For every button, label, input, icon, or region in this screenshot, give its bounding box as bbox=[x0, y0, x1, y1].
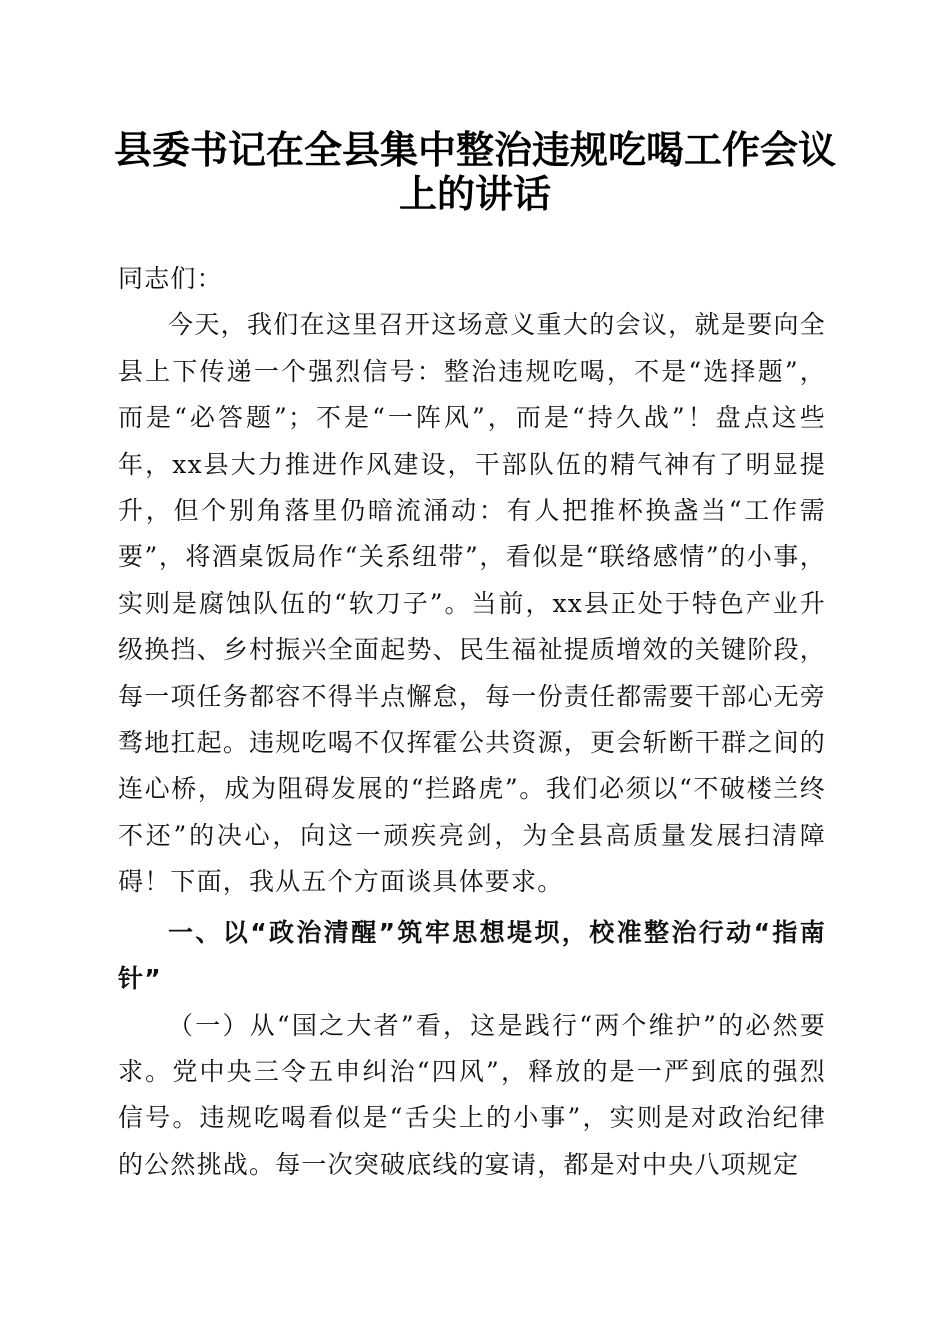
opening-paragraph: 今天，我们在这里召开这场意义重大的会议，就是要向全县上下传递一个强烈信号：整治违规吃喝，不是“选择题”，而是“必答题”；不是“一阵风”，而是“持久战”！盘点这些年，xx县大力推进作风建设，干部队伍的精气神有了明显提升，但个别角落里仍暗流涌动：有人把推杯换盏当“工作需要”，将酒桌饭局作“关系纽带”，看似是“联络感情”的小事，实则是腐蚀队伍的“软刀子”。当前，xx县正处于特色产业升级换挡、乡村振兴全面起势、民生福祉提质增效的关键阶段，每一项任务都容不得半点懈怠，每一份责任都需要干部心无旁骛地扛起。违规吃喝不仅挥霍公共资源，更会斩断干群之间的连心桥，成为阻碍发展的“拦路虎”。我们必须以“不破楼兰终不还”的决心，向这一顽疾亮剑，为全县高质量发展扫清障碍！下面，我从五个方面谈具体要求。 bbox=[118, 310, 826, 897]
document-title: 县委书记在全县集中整治违规吃喝工作会议上的讲话 bbox=[113, 127, 836, 216]
section-heading: 一、以“政治清醒”筑牢思想堤坝，校准整治行动“指南针” bbox=[118, 917, 826, 994]
salutation: 同志们： bbox=[118, 264, 223, 293]
subsection-paragraph: （一）从“国之大者”看，这是践行“两个维护”的必然要求。党中央三令五申纠治“四风”，释放的是一严到底的强烈信号。违规吃喝看似是“舌尖上的小事”，实则是对政治纪律的公然挑战。每一次突破底线的宴请，都是对中央八项规定 bbox=[118, 1010, 826, 1179]
document-body bbox=[118, 256, 826, 1188]
